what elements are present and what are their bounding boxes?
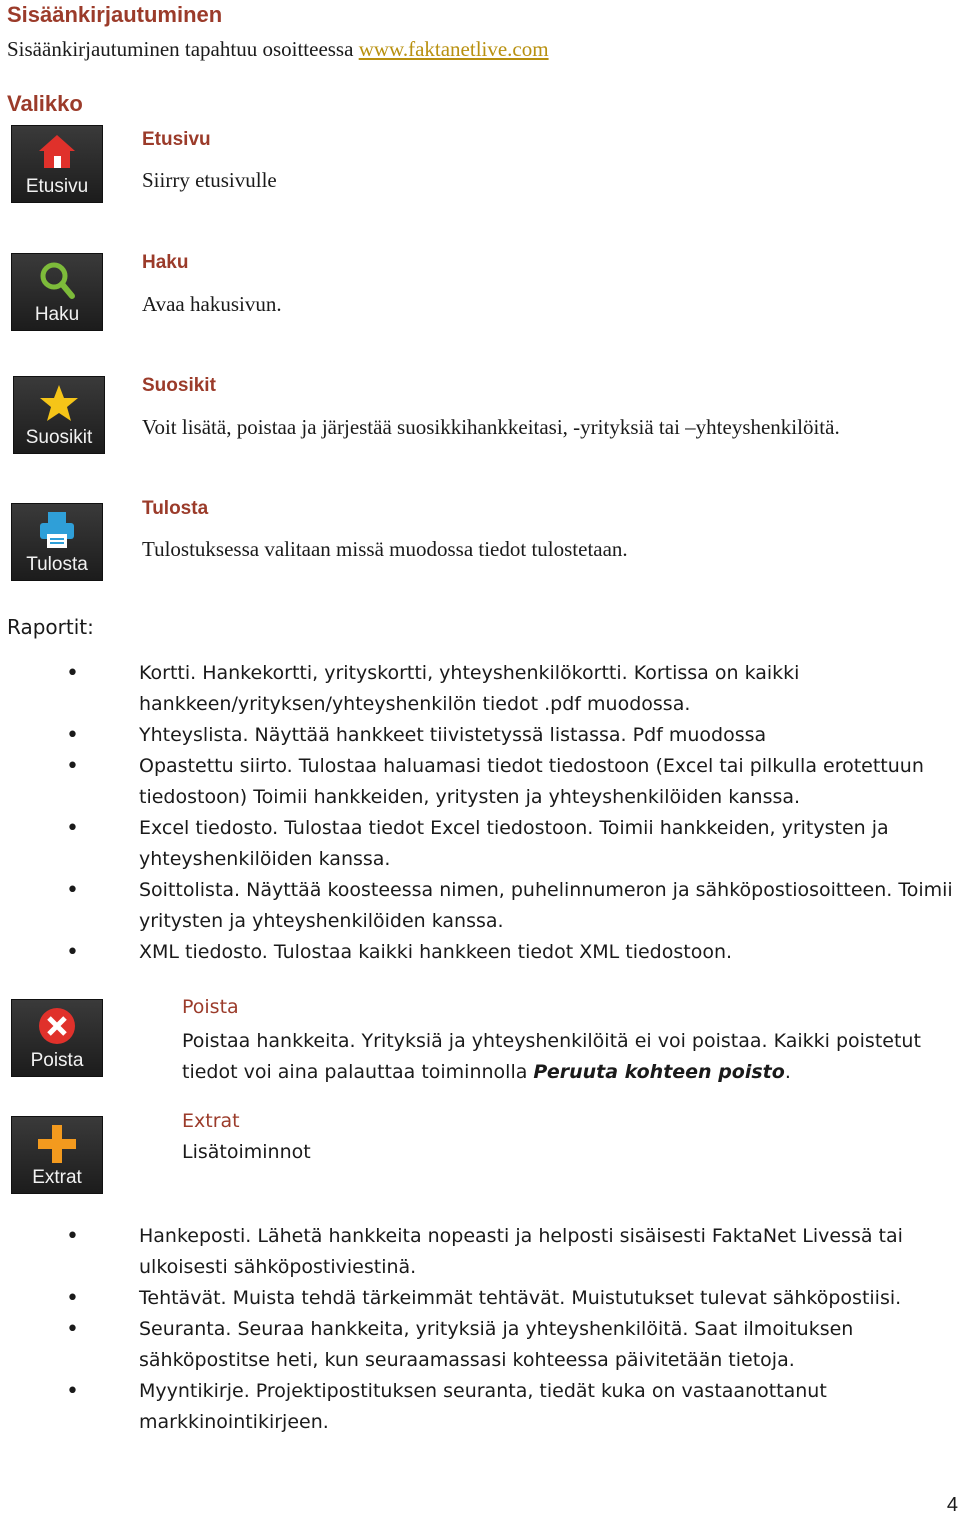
- list-item: • Tehtävät. Muista tehdä tärkeimmät tehtävät. Muistutukset tulevat sähköpostiisi.: [66, 1283, 956, 1314]
- login-text: [7, 37, 549, 62]
- list-item: • Yhteyslista. Näyttää hankkeet tiivistetyssä listassa. Pdf muodossa: [66, 720, 956, 751]
- poista-desc-emphasis: Peruuta kohteen poisto: [533, 1061, 785, 1083]
- menu-heading: Valikko: [7, 91, 83, 116]
- poista-icon-label: Poista: [30, 1050, 84, 1071]
- suosikit-icon-label: Suosikit: [25, 427, 93, 448]
- reports-heading: Raportit:: [7, 615, 94, 639]
- suosikit-button[interactable]: [13, 376, 105, 454]
- extrat-icon-label: Extrat: [32, 1167, 82, 1188]
- poista-desc: [182, 1026, 952, 1088]
- suosikit-desc: Voit lisätä, poistaa ja järjestää suosikkihankkeitasi, -yrityksiä tai –yhteyshenkilöitä.: [142, 415, 840, 439]
- tulosta-desc: Tulostuksessa valitaan missä muodossa tiedot tulostetaan.: [142, 537, 628, 561]
- login-heading: Sisäänkirjautuminen: [7, 2, 223, 27]
- login-text-prefix: Sisäänkirjautuminen tapahtuu osoitteessa: [7, 37, 359, 61]
- reports-list: [66, 658, 956, 968]
- etusivu-icon-label: Etusivu: [25, 176, 89, 197]
- haku-icon-label: Haku: [34, 304, 80, 325]
- poista-desc-text: Poistaa hankkeita. Yrityksiä ja yhteyshenkilöitä ei voi poistaa. Kaikki poistetut tiedot voi aina palauttaa toiminnolla: [182, 1030, 921, 1083]
- etusivu-title: Etusivu: [142, 129, 211, 150]
- list-item: • Hankeposti. Lähetä hankkeita nopeasti ja helposti sisäisesti FaktaNet Livessä tai ulkoisesti sähköpostiviestinä.: [66, 1221, 956, 1283]
- list-item: • Excel tiedosto. Tulostaa tiedot Excel tiedostoon. Toimii hankkeiden, yritysten ja yhteyshenkilöiden kanssa.: [66, 813, 956, 875]
- haku-title: Haku: [142, 252, 189, 273]
- list-item: • Opastettu siirto. Tulostaa haluamasi tiedot tiedostoon (Excel tai pilkulla erotettuun tiedostoon) Toimii hankkeiden, yritysten ja yhteyshenkilöiden kanssa.: [66, 751, 956, 813]
- tulosta-button[interactable]: [11, 503, 103, 581]
- login-link[interactable]: www.faktanetlive.com: [358, 37, 549, 61]
- close-x-icon: [37, 1006, 77, 1046]
- list-item: • XML tiedosto. Tulostaa kaikki hankkeen tiedot XML tiedostoon.: [66, 937, 956, 968]
- etusivu-button[interactable]: [11, 125, 103, 203]
- page-number: 4: [946, 1494, 958, 1516]
- search-icon: [37, 260, 77, 302]
- list-item: • Seuranta. Seuraa hankkeita, yrityksiä ja yhteyshenkilöitä. Saat ilmoituksen sähköpostitse heti, kun seuraamassasi kohteessa päivitetään tietoja.: [66, 1314, 956, 1376]
- list-item: • Myyntikirje. Projektipostituksen seuranta, tiedät kuka on vastaanottanut markkinointikirjeen.: [66, 1376, 956, 1438]
- extrat-desc: Lisätoiminnot: [182, 1141, 311, 1163]
- list-item: • Kortti. Hankekortti, yrityskortti, yhteyshenkilökortti. Kortissa on kaikki hankkeen/yrityksen/yhteyshenkilön tiedot .pdf muodossa.: [66, 658, 956, 720]
- home-icon: [37, 132, 77, 172]
- extras-list: [66, 1221, 956, 1438]
- plus-icon: [37, 1123, 77, 1165]
- etusivu-desc: Siirry etusivulle: [142, 168, 277, 192]
- list-item: • Soittolista. Näyttää koosteessa nimen, puhelinnumeron ja sähköpostiosoitteen. Toimii yritysten ja yhteyshenkilöiden kanssa.: [66, 875, 956, 937]
- extrat-button[interactable]: [11, 1116, 103, 1194]
- extrat-title: Extrat: [182, 1110, 240, 1132]
- tulosta-icon-label: Tulosta: [26, 554, 88, 575]
- poista-button[interactable]: [11, 999, 103, 1077]
- star-icon: [39, 383, 79, 423]
- poista-desc-suffix: .: [784, 1061, 791, 1083]
- haku-button[interactable]: [11, 253, 103, 331]
- haku-desc: Avaa hakusivun.: [142, 292, 282, 316]
- suosikit-title: Suosikit: [142, 375, 216, 396]
- printer-icon: [37, 510, 77, 550]
- tulosta-title: Tulosta: [142, 498, 209, 519]
- poista-title: Poista: [182, 996, 239, 1018]
